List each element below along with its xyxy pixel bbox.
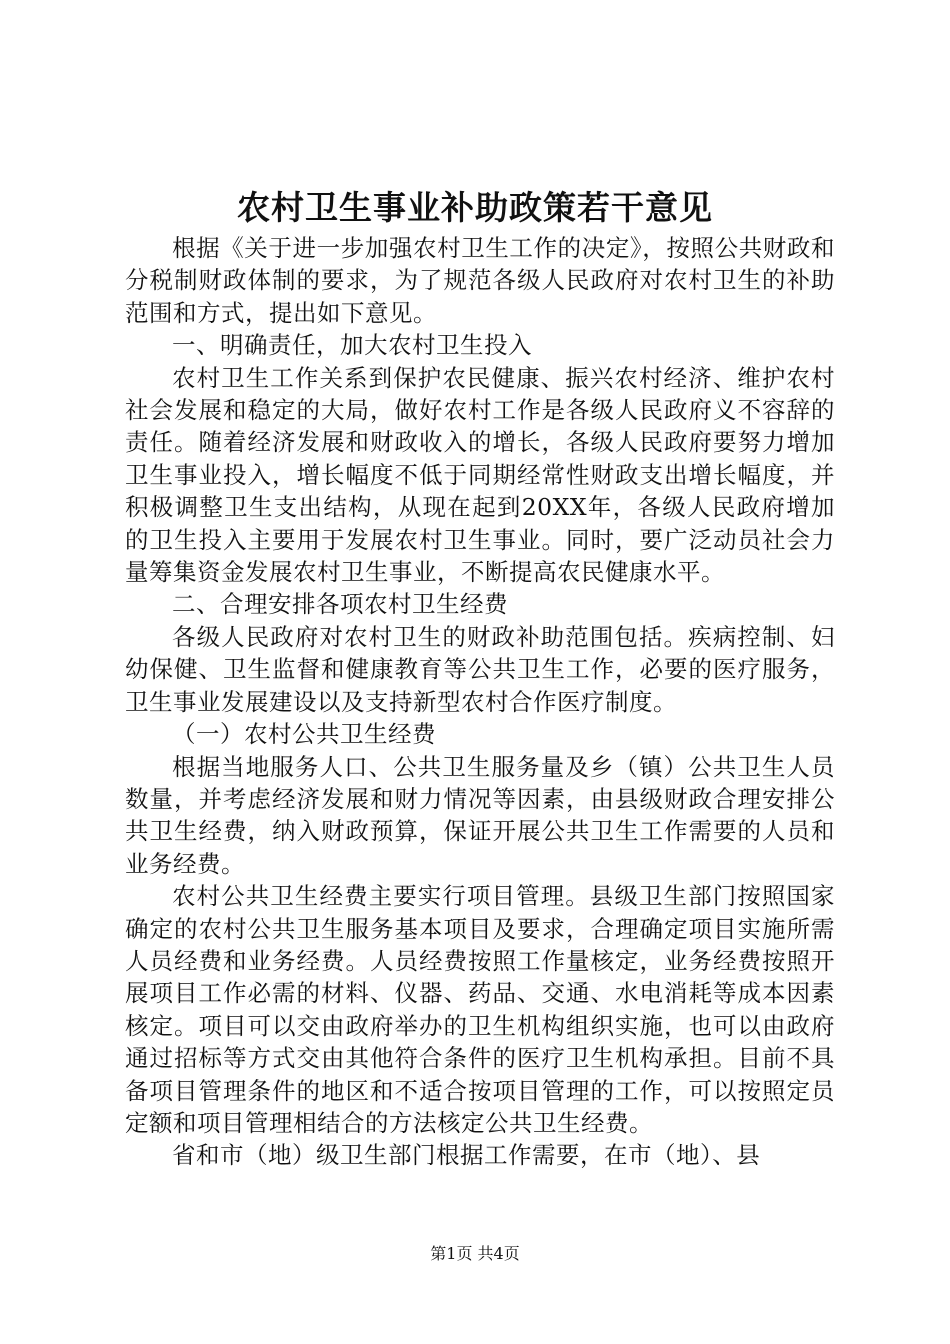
section-heading-1: 一、明确责任，加大农村卫生投入 [172, 331, 532, 360]
paragraph-public-health-funding: 根据当地服务人口、公共卫生服务量及乡（镇）公共卫生人员数量，并考虑经济发展和财力情况等因素，由县级财政合理安排公共卫生经费，纳入财政预算，保证开展公共卫生工作需要的人员和业务经费。 [125, 752, 835, 878]
page-footer: 第1页 共4页 [430, 1244, 520, 1263]
paragraph-project-management: 农村公共卫生经费主要实行项目管理。县级卫生部门按照国家确定的农村公共卫生服务基本项目及要求，合理确定项目实施所需人员经费和业务经费。人员经费按照工作量核定，业务经费按照开展项目工作必需的材料、仪器、药品、交通、水电消耗等成本因素核定。项目可以交由政府举办的卫生机构组织实施，也可以由政府通过招标等方式交由其他符合条件的医疗卫生机构承担。目前不具备项目管理条件的地区和不适合按项目管理的工作，可以按照定员定额和项目管理相结合的方法核定公共卫生经费。 [125, 882, 835, 1137]
document-body [125, 232, 835, 1172]
paragraph-subsidy-scope: 各级人民政府对农村卫生的财政补助范围包括。疾病控制、妇幼保健、卫生监督和健康教育等公共卫生工作，必要的医疗服务，卫生事业发展建设以及支持新型农村合作医疗制度。 [125, 622, 835, 716]
subsection-heading-1: （一）农村公共卫生经费 [172, 720, 436, 749]
paragraph-responsibility: 农村卫生工作关系到保护农民健康、振兴农村经济、维护农村社会发展和稳定的大局，做好农村工作是各级人民政府义不容辞的责任。随着经济发展和财政收入的增长，各级人民政府要努力增加卫生事业投入，增长幅度不低于同期经常性财政支出增长幅度，并积极调整卫生支出结构，从现在起到20XX年，各级人民政府增加的卫生投入主要用于发展农村卫生事业。同时，要广泛动员社会力量筹集资金发展农村卫生事业，不断提高农民健康水平。 [125, 363, 835, 587]
section-heading-2: 二、合理安排各项农村卫生经费 [172, 590, 508, 619]
paragraph-provincial: 省和市（地）级卫生部门根据工作需要，在市（地）、县 [172, 1141, 761, 1170]
document-title: 农村卫生事业补助政策若干意见 [237, 188, 713, 227]
paragraph-intro: 根据《关于进一步加强农村卫生工作的决定》，按照公共财政和分税制财政体制的要求，为了规范各级人民政府对农村卫生的补助范围和方式，提出如下意见。 [125, 234, 835, 327]
